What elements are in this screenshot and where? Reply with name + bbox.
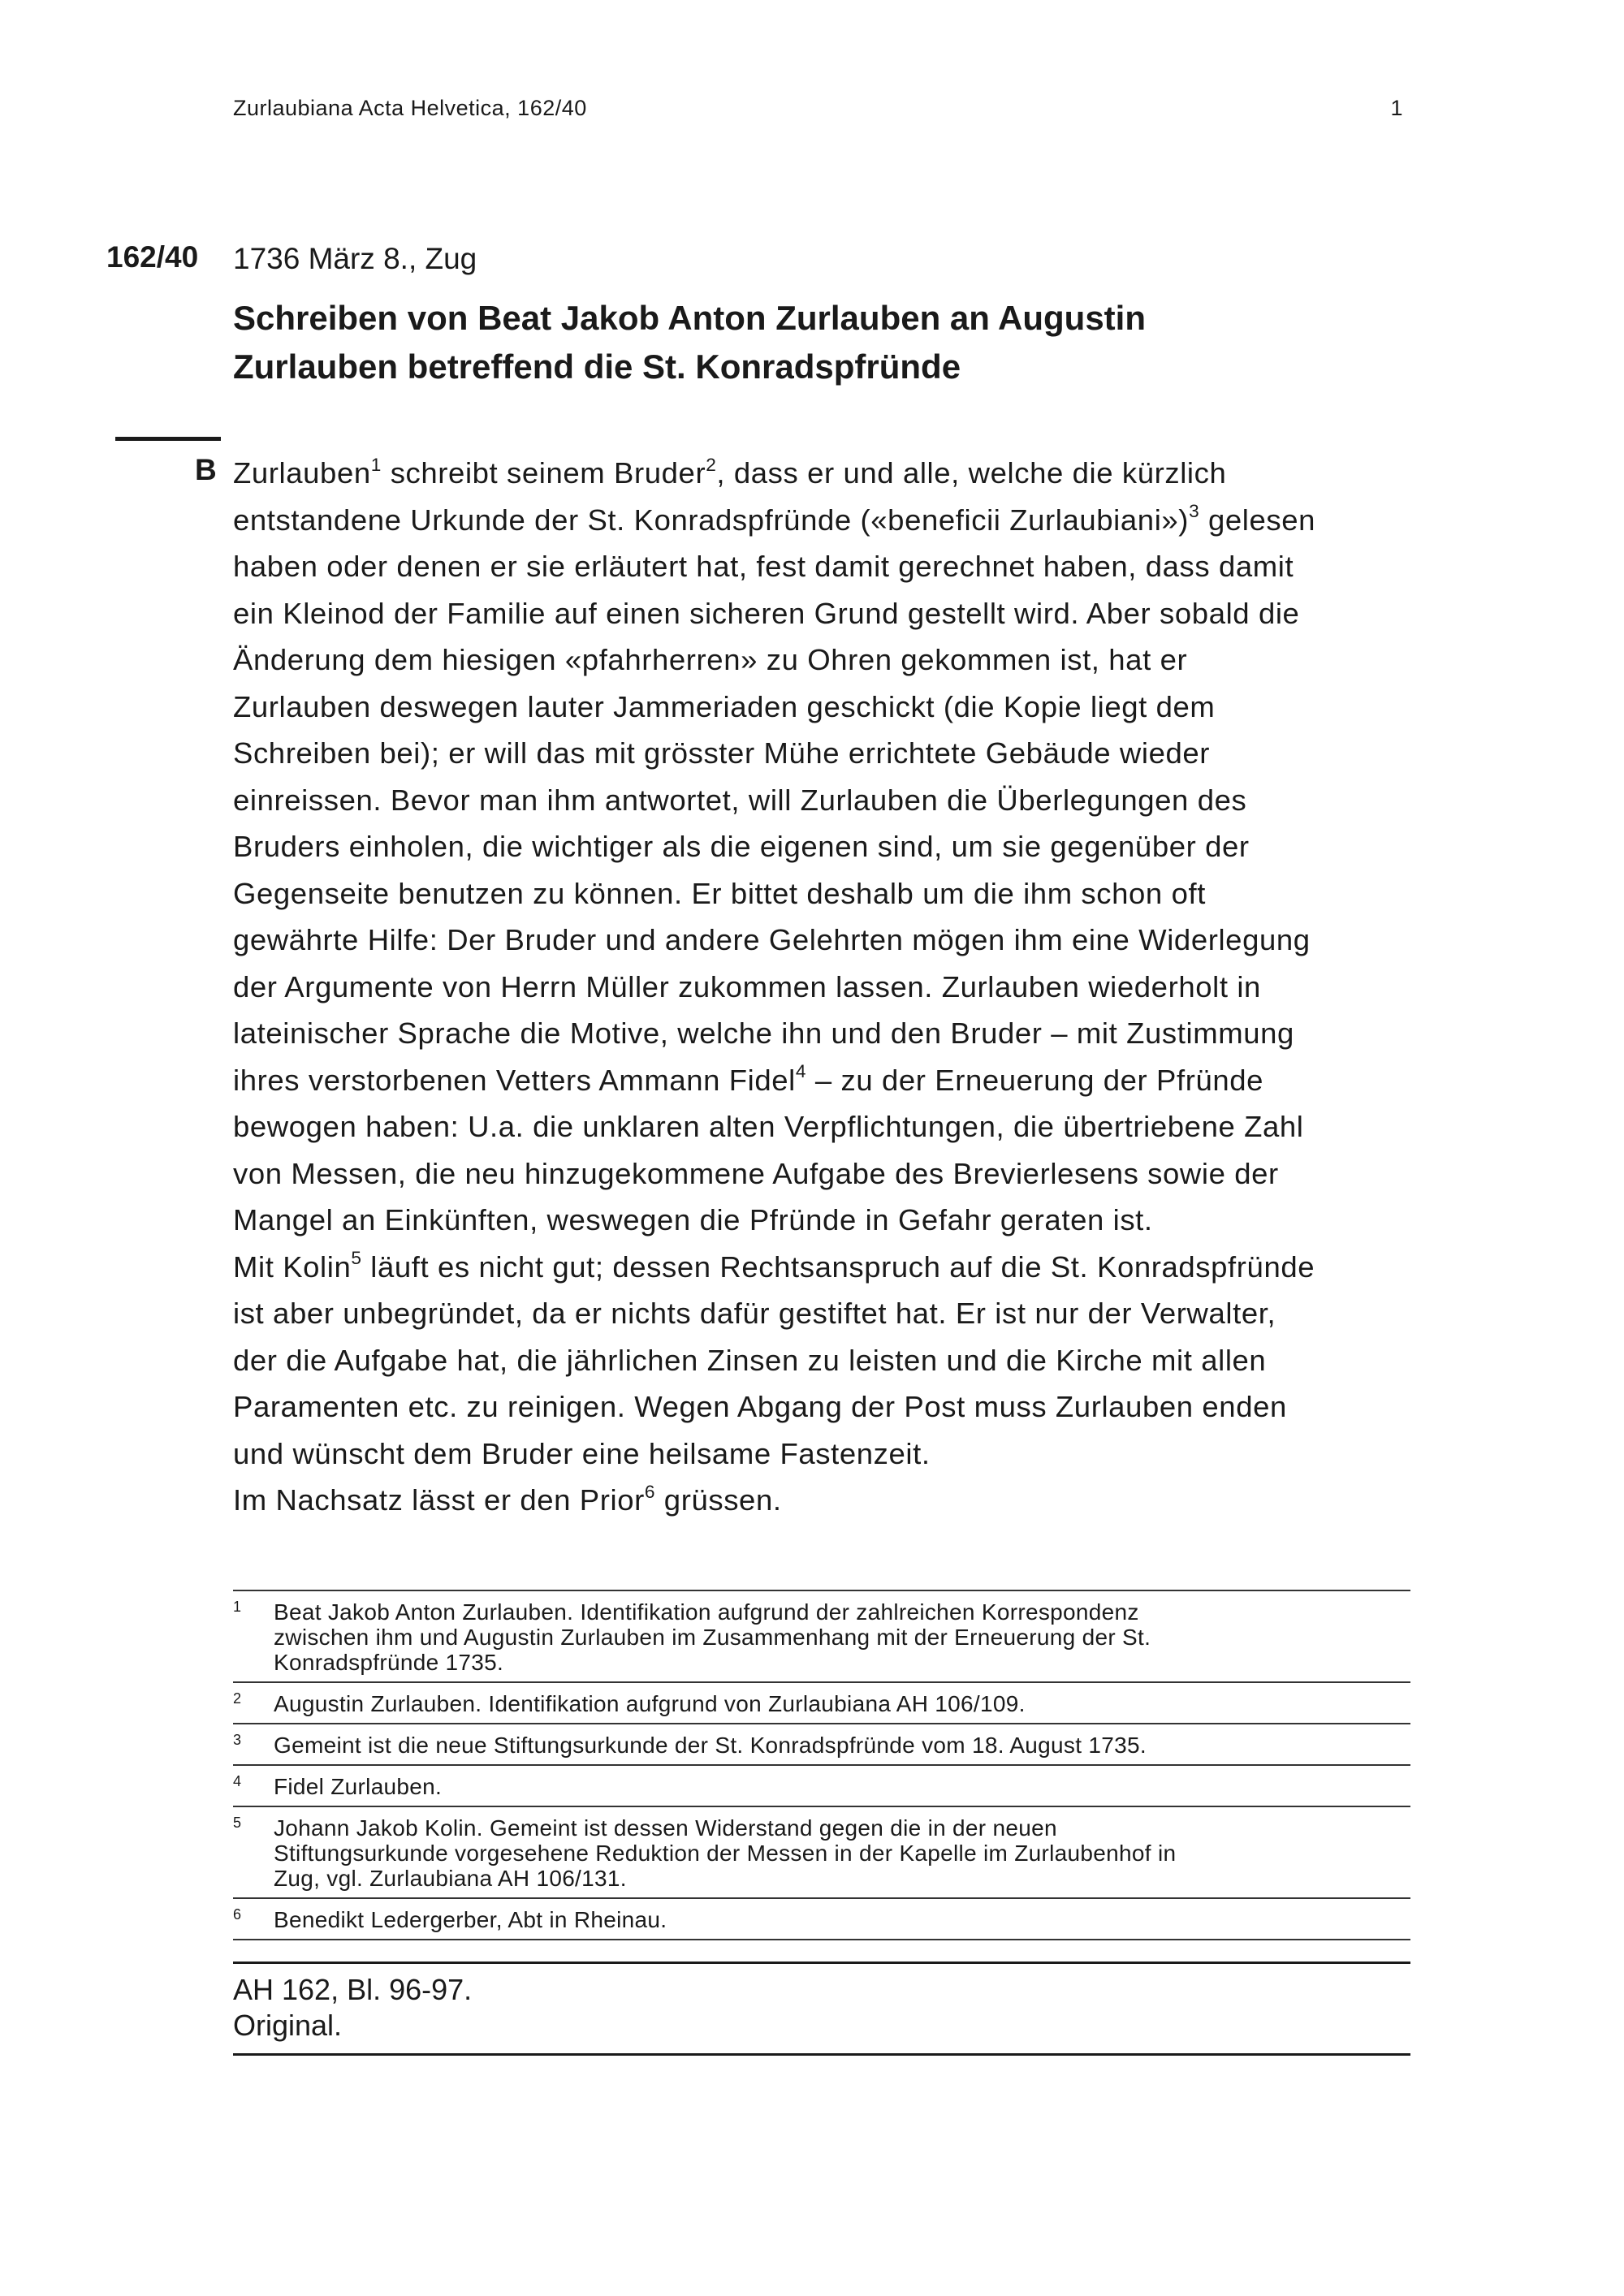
body-text-segment: Zurlauben <box>233 456 371 490</box>
body-line <box>233 590 1410 637</box>
body-text-segment: bewogen haben: U.a. die unklaren alten Verpflichtungen, die übertriebene Zahl <box>233 1110 1304 1143</box>
footnote-text-line: Gemeint ist die neue Stiftungsurkunde der St. Konradspfründe vom 18. August 1735. <box>274 1733 1147 1758</box>
body-text-segment: und wünscht dem Bruder eine heilsame Fastenzeit. <box>233 1436 931 1470</box>
body-text-segment: gewährte Hilfe: Der Bruder und andere Gelehrten mögen ihm eine Widerlegung <box>233 923 1311 956</box>
body-text-segment: lateinischer Sprache die Motive, welche ihn und den Bruder – mit Zustimmung <box>233 1016 1294 1050</box>
footnote-ref[interactable]: 6 <box>644 1481 656 1502</box>
footnote-number: 4 <box>233 1773 242 1789</box>
footnote-ref[interactable]: 3 <box>1189 501 1200 522</box>
footnote-ref[interactable]: 1 <box>370 454 382 475</box>
body-line <box>233 1431 1410 1478</box>
body-text-segment: Änderung dem hiesigen «pfahrherren» zu Ohren gekommen ist, hat er <box>233 643 1188 676</box>
title-line: Zurlauben betreffend die St. Konradspfründe <box>233 347 961 386</box>
footnote-text-line: Fidel Zurlauben. <box>274 1774 443 1799</box>
body-line <box>233 1010 1410 1057</box>
body-line <box>233 1477 1410 1524</box>
body-line <box>233 1150 1410 1198</box>
footnote-ref[interactable]: 5 <box>351 1248 362 1269</box>
body-line <box>233 684 1410 731</box>
body-text-segment: haben oder denen er sie erläutert hat, fest damit gerechnet haben, dass damit <box>233 550 1294 583</box>
footnote-ref[interactable]: 4 <box>795 1061 807 1082</box>
body-line <box>233 917 1410 964</box>
body-text-segment: einreissen. Bevor man ihm antwortet, will Zurlauben die Überlegungen des <box>233 783 1247 817</box>
body-text-segment: Mit Kolin <box>233 1249 352 1284</box>
body-text-segment: grüssen. <box>655 1483 782 1517</box>
body-text-segment: Mangel an Einkünften, weswegen die Pfründe in Gefahr geraten ist. <box>233 1203 1153 1236</box>
footnote-number: 1 <box>233 1599 242 1615</box>
running-header: Zurlaubiana Acta Helvetica, 162/40 <box>233 96 587 120</box>
body-text-segment: der die Aufgabe hat, die jährlichen Zinsen zu leisten und die Kirche mit allen <box>233 1343 1267 1377</box>
body-text-segment: ein Kleinod der Familie auf einen sicheren Grund gestellt wird. Aber sobald die <box>233 596 1300 630</box>
footnote-item <box>233 1590 1410 1681</box>
section-marker: B <box>195 453 217 486</box>
document-date-place: 1736 März 8., Zug <box>233 242 477 275</box>
body-text-segment: entstandene Urkunde der St. Konradspfründe («beneficii Zurlaubiani») <box>233 503 1190 537</box>
body-text-segment: gelesen <box>1199 503 1316 537</box>
body-line <box>233 964 1410 1011</box>
footnote-number: 3 <box>233 1732 242 1748</box>
summary-text <box>233 450 1410 1524</box>
body-text-segment: läuft es nicht gut; dessen Rechtsanspruch auf die St. Konradspfründe <box>361 1249 1315 1284</box>
footnotes-end-rule <box>233 1939 1410 1940</box>
body-line <box>233 777 1410 824</box>
document-number: 162/40 <box>106 240 199 274</box>
footnote-text-line: Stiftungsurkunde vorgesehene Reduktion der Messen in der Kapelle im Zurlaubenhof in <box>274 1841 1177 1866</box>
body-line <box>233 1103 1410 1150</box>
footnote-item <box>233 1764 1410 1806</box>
footnote-number: 2 <box>233 1690 242 1707</box>
body-line <box>233 823 1410 870</box>
body-text-segment: schreibt seinem Bruder <box>381 456 706 490</box>
body-text-segment: ihres verstorbenen Vetters Ammann Fidel <box>233 1063 796 1097</box>
body-text-segment: Gegenseite benutzen zu können. Er bittet deshalb um die ihm schon oft <box>233 876 1206 910</box>
footnote-item <box>233 1681 1410 1723</box>
body-text-segment: von Messen, die neu hinzugekommene Aufgabe des Brevierlesens sowie der <box>233 1156 1279 1190</box>
body-line <box>233 497 1410 544</box>
body-text-segment: Bruders einholen, die wichtiger als die eigenen sind, um sie gegenüber der <box>233 830 1250 863</box>
footnote-text-line: zwischen ihm und Augustin Zurlauben im Zusammenhang mit der Erneuerung der St. <box>274 1625 1151 1650</box>
body-line <box>233 1290 1410 1337</box>
footnote-text-line: Beat Jakob Anton Zurlauben. Identifikation aufgrund der zahlreichen Korrespondenz <box>274 1599 1139 1625</box>
body-line <box>233 730 1410 777</box>
footnote-ref[interactable]: 2 <box>706 454 717 475</box>
body-line <box>233 1383 1410 1431</box>
body-line <box>233 1337 1410 1384</box>
footnote-text-line: Johann Jakob Kolin. Gemeint ist dessen Widerstand gegen die in der neuen <box>274 1815 1057 1841</box>
body-line <box>233 1057 1410 1104</box>
body-text-segment: , dass er und alle, welche die kürzlich <box>716 456 1227 490</box>
source-reference: AH 162, Bl. 96-97. <box>233 1973 473 2006</box>
footnote-text-line: Zug, vgl. Zurlaubiana AH 106/131. <box>274 1866 627 1891</box>
body-text-segment: der Argumente von Herrn Müller zukommen lassen. Zurlauben wiederholt in <box>233 969 1261 1003</box>
footnote-text-line: Benedikt Ledergerber, Abt in Rheinau. <box>274 1907 667 1932</box>
source-rule-bottom <box>233 2053 1410 2056</box>
body-text-segment: Schreiben bei); er will das mit grösster Mühe errichtete Gebäude wieder <box>233 736 1211 770</box>
body-line <box>233 1197 1410 1244</box>
source-type: Original. <box>233 2009 343 2042</box>
footnote-item <box>233 1723 1410 1764</box>
source-block <box>233 1962 1410 2056</box>
footnote-item <box>233 1897 1410 1939</box>
page-number: 1 <box>1390 96 1403 120</box>
footnote-number: 6 <box>233 1906 242 1923</box>
body-text-segment: Paramenten etc. zu reinigen. Wegen Abgang der Post muss Zurlauben enden <box>233 1390 1287 1423</box>
footnote-text-line: Konradspfründe 1735. <box>274 1650 504 1675</box>
body-text-segment: Im Nachsatz lässt er den Prior <box>233 1483 645 1517</box>
body-line <box>233 870 1410 917</box>
footnote-item <box>233 1806 1410 1897</box>
section-rule <box>115 437 221 441</box>
title-line: Schreiben von Beat Jakob Anton Zurlauben an Augustin <box>233 299 1146 337</box>
body-line <box>233 450 1410 497</box>
body-text-segment: – zu der Erneuerung der Pfründe <box>806 1063 1264 1097</box>
document-title <box>233 294 1410 391</box>
body-line <box>233 1244 1410 1291</box>
body-line <box>233 543 1410 590</box>
footnote-text-line: Augustin Zurlauben. Identifikation aufgrund von Zurlaubiana AH 106/109. <box>274 1691 1026 1716</box>
body-text-segment: Zurlauben deswegen lauter Jammeriaden geschickt (die Kopie liegt dem <box>233 689 1216 723</box>
body-text-segment: ist aber unbegründet, da er nichts dafür gestiftet hat. Er ist nur der Verwalter, <box>233 1297 1276 1330</box>
footnote-number: 5 <box>233 1815 242 1831</box>
body-line <box>233 637 1410 684</box>
footnotes <box>233 1590 1410 1940</box>
